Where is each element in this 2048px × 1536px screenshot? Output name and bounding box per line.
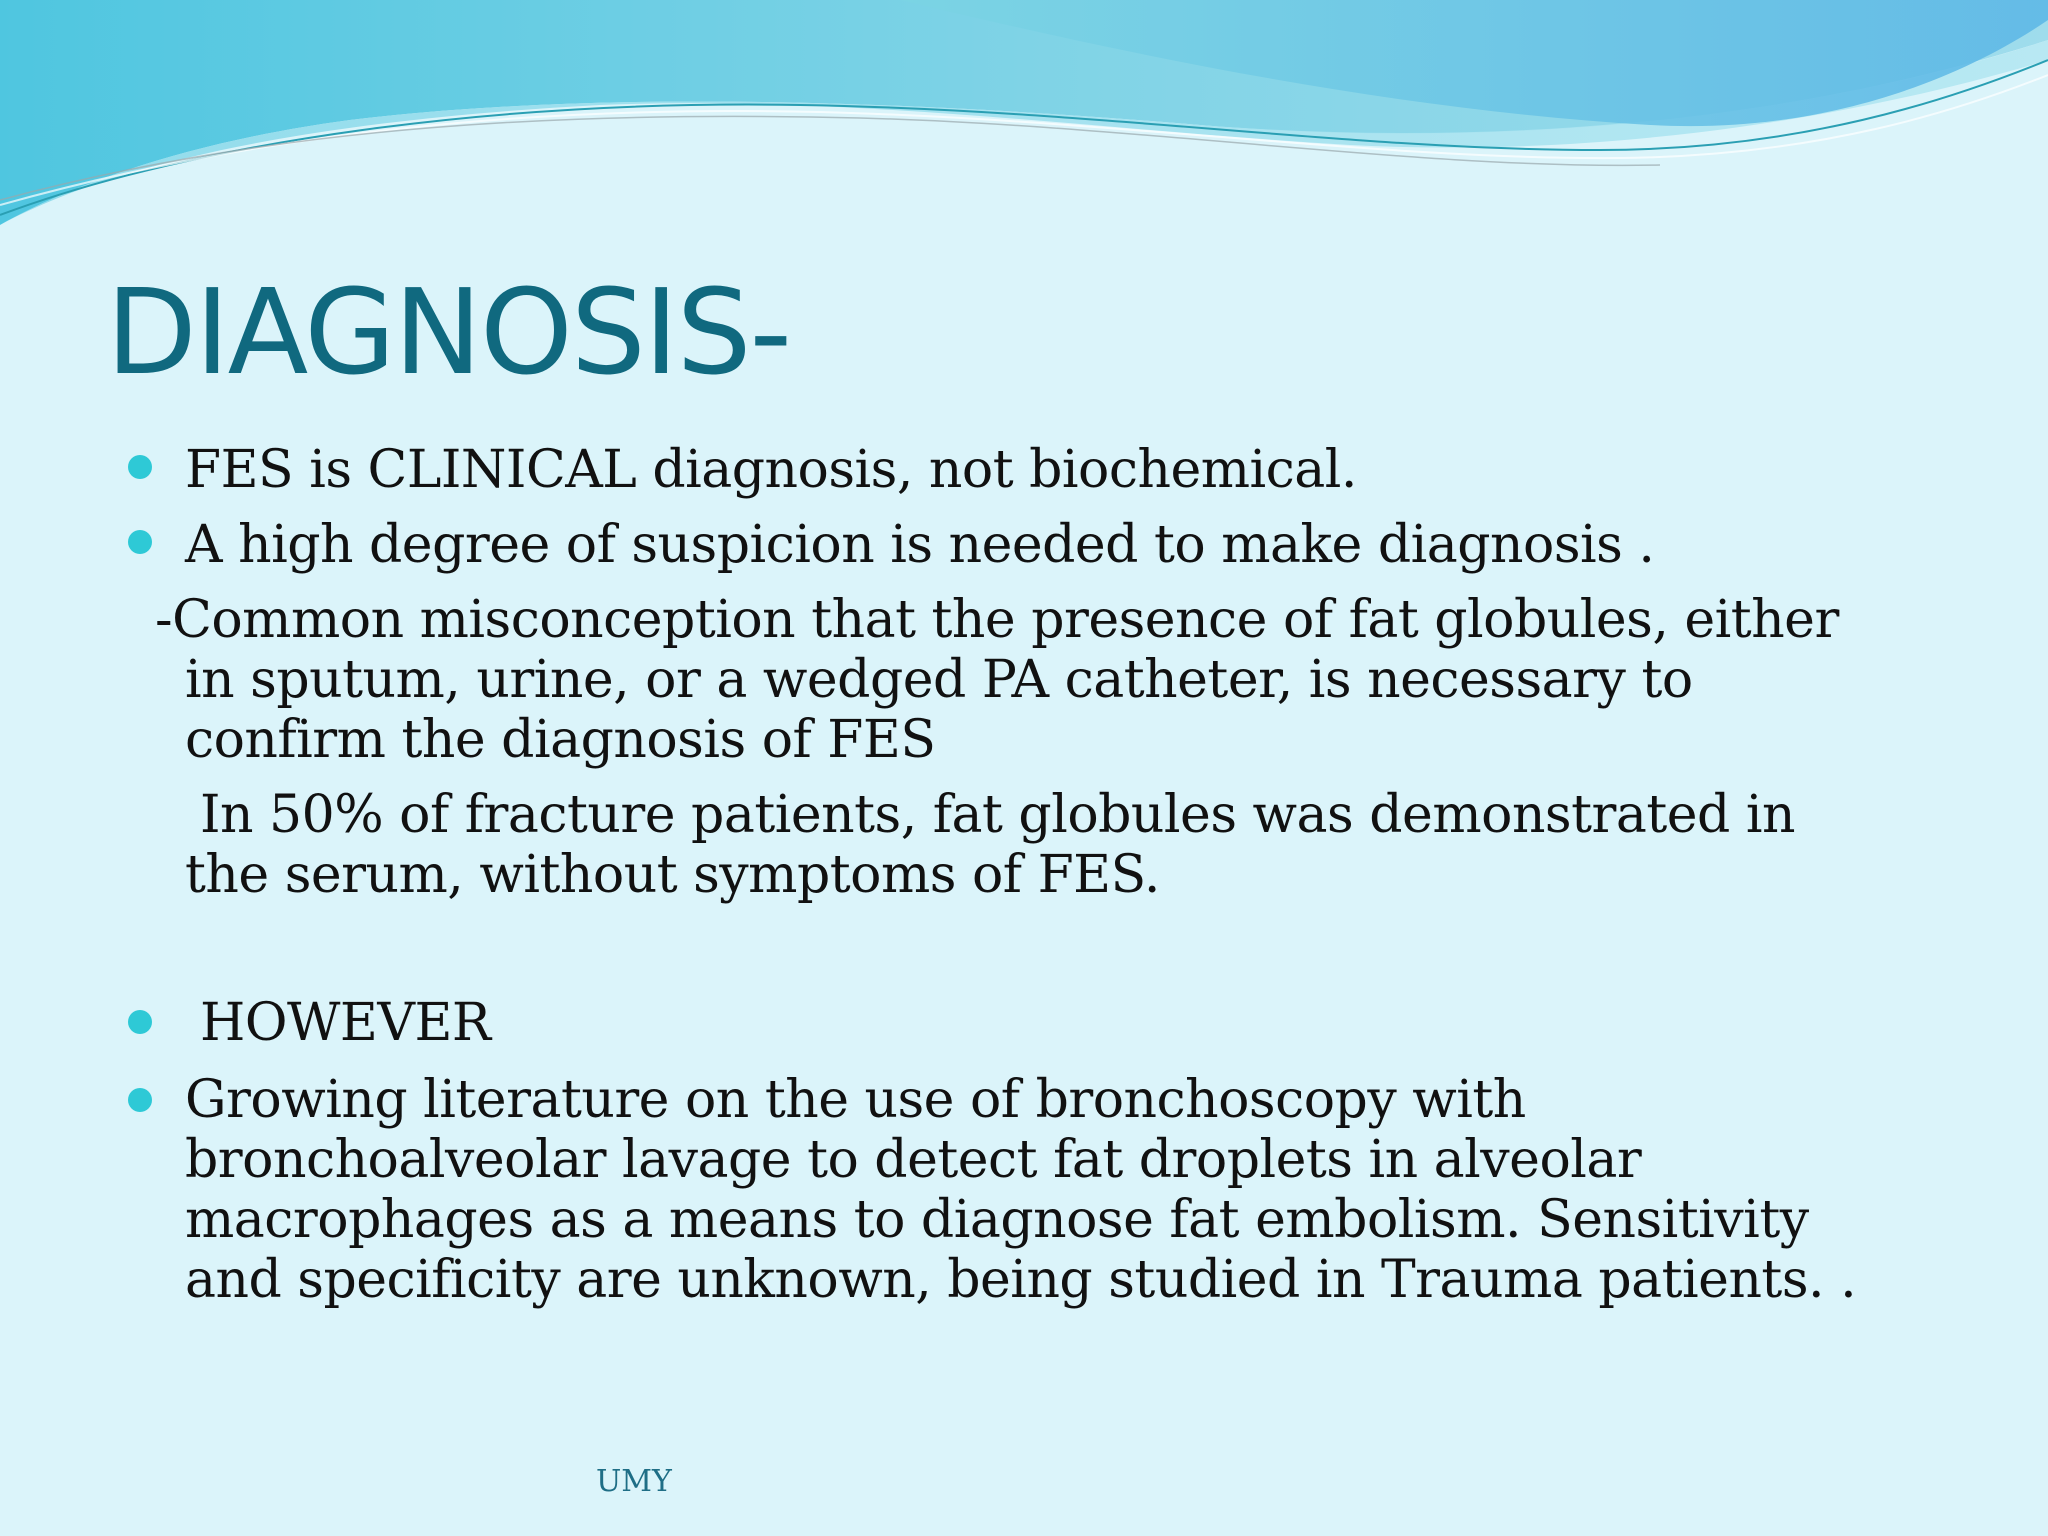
paragraph-line: the serum, without symptoms of FES.	[185, 845, 1160, 905]
paragraph-line: bronchoalveolar lavage to detect fat droplets in alveolar	[185, 1130, 1642, 1190]
bullet-text-bronchoscopy: Growing literature on the use of bronchoscopy with	[185, 1070, 1526, 1130]
paragraph-line: confirm the diagnosis of FES	[185, 710, 936, 770]
paragraph-line: In 50% of fracture patients, fat globules was demonstrated in	[200, 785, 1795, 845]
paragraph-line: and specificity are unknown, being studied in Trauma patients. .	[185, 1250, 1857, 1310]
bullet-icon	[128, 1010, 152, 1034]
slide-title: DIAGNOSIS-	[106, 263, 791, 401]
footer-text: UMY	[596, 1464, 672, 1499]
bullet-text-fes-clinical: FES is CLINICAL diagnosis, not biochemical.	[185, 440, 1357, 500]
bullet-text-however: HOWEVER	[200, 993, 491, 1053]
bullet-text-suspicion: A high degree of suspicion is needed to make diagnosis .	[185, 515, 1655, 575]
bullet-icon	[128, 455, 152, 479]
paragraph-line: in sputum, urine, or a wedged PA catheter, is necessary to	[185, 650, 1693, 710]
paragraph-line: -Common misconception that the presence of fat globules, either	[155, 590, 1839, 650]
bullet-icon	[128, 530, 152, 554]
bullet-icon	[128, 1088, 152, 1112]
paragraph-line: macrophages as a means to diagnose fat embolism. Sensitivity	[185, 1190, 1809, 1250]
